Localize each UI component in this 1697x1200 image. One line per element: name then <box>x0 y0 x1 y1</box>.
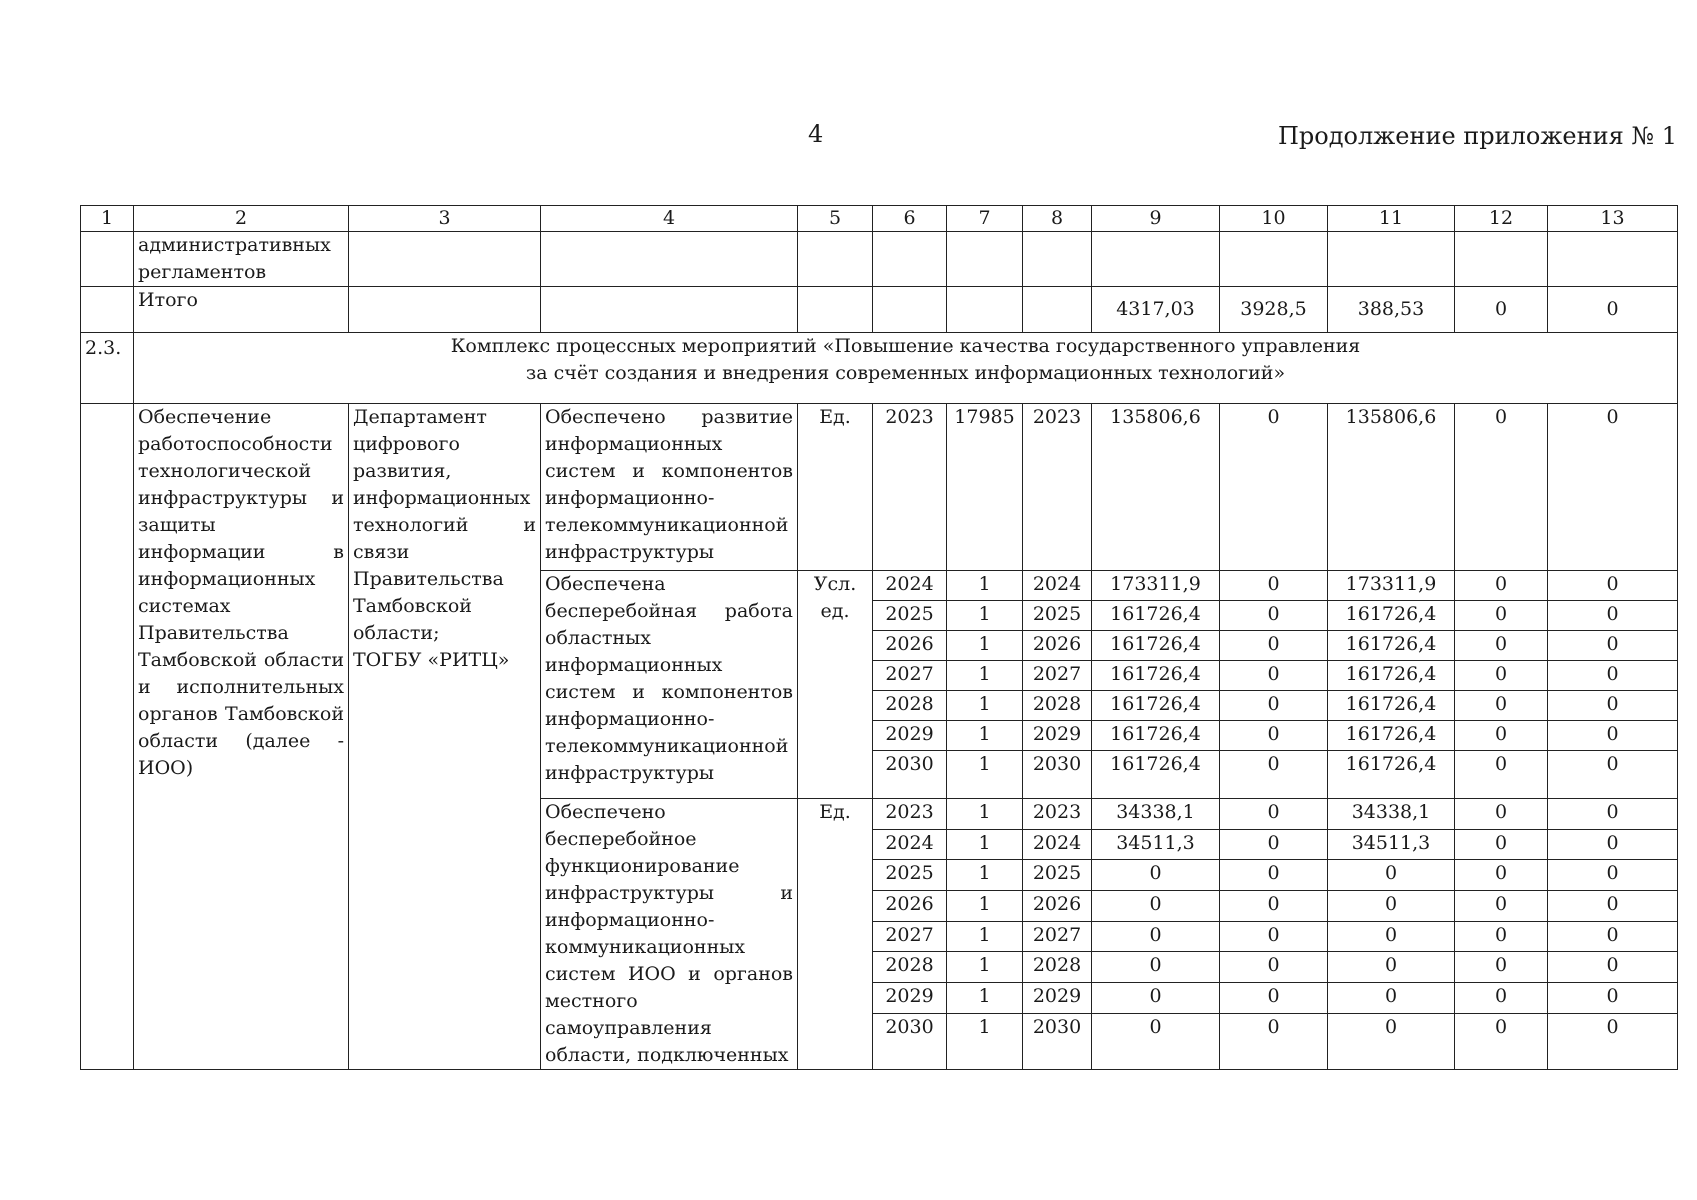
cell: 161726,4 <box>1328 601 1455 631</box>
col-num: 12 <box>1455 206 1548 232</box>
cell: 2028 <box>873 952 947 983</box>
cell: 0 <box>1220 631 1328 661</box>
cell: 0 <box>1220 1013 1328 1069</box>
column-number-row <box>81 206 1678 232</box>
cell: 2025 <box>873 860 947 891</box>
cell: 0 <box>1455 631 1548 661</box>
cell: 0 <box>1328 983 1455 1014</box>
cell: 0 <box>1092 952 1220 983</box>
cell: 0 <box>1328 921 1455 952</box>
total-value: 3928,5 <box>1220 287 1328 333</box>
appendix-continuation-note: Продолжение приложения № 1 <box>1277 122 1677 150</box>
cell: 2028 <box>873 691 947 721</box>
program-table <box>80 205 1678 1070</box>
cell: 0 <box>1455 661 1548 691</box>
cell: 0 <box>1092 983 1220 1014</box>
table-row <box>81 232 1678 287</box>
cell: 161726,4 <box>1092 601 1220 631</box>
cell: 0 <box>1548 571 1678 601</box>
cell: 2025 <box>1023 860 1092 891</box>
cell: 0 <box>1328 952 1455 983</box>
cell: 0 <box>1455 952 1548 983</box>
cell: 1 <box>947 860 1023 891</box>
cell: 0 <box>1092 891 1220 922</box>
cell: 2027 <box>873 661 947 691</box>
cell: 161726,4 <box>1092 661 1220 691</box>
cell: 0 <box>1220 860 1328 891</box>
cell: 0 <box>1548 661 1678 691</box>
cell: 1 <box>947 721 1023 751</box>
cell: 2023 <box>873 799 947 830</box>
cell: 2028 <box>1023 952 1092 983</box>
cell: 161726,4 <box>1092 751 1220 799</box>
cell: 0 <box>1548 952 1678 983</box>
col-num: 9 <box>1092 206 1220 232</box>
cell: 1 <box>947 571 1023 601</box>
section-title: Комплекс процессных мероприятий «Повышение качества государственного управления за счёт создания и внедрения современных информационных технологий» <box>134 333 1678 404</box>
cell: 0 <box>1220 404 1328 571</box>
measure-description: Обеспечение работоспособности технологической инфраструктуры и защиты информации в информационных системах Правительства Тамбовской области и исполнительных органов Тамбовской области (далее - ИОО) <box>134 404 349 1070</box>
cell: 0 <box>1455 721 1548 751</box>
table-row <box>81 404 1678 571</box>
cell: 17985 <box>947 404 1023 571</box>
cell: 0 <box>1548 799 1678 830</box>
cell: 161726,4 <box>1328 631 1455 661</box>
cell: 2028 <box>1023 691 1092 721</box>
cell: 0 <box>1455 1013 1548 1069</box>
cell: 2027 <box>1023 921 1092 952</box>
cell: 0 <box>1548 404 1678 571</box>
cell: 0 <box>1455 891 1548 922</box>
result-description: Обеспечена бесперебойная работа областных информационных систем и компонентов информационно-телекоммуникационной инфраструктуры <box>541 571 798 799</box>
cell: 0 <box>1220 661 1328 691</box>
cell: 0 <box>1328 1013 1455 1069</box>
cell: 0 <box>1455 601 1548 631</box>
cell: 2026 <box>1023 631 1092 661</box>
unit-cell: Ед. <box>798 799 873 1070</box>
cell: 161726,4 <box>1092 721 1220 751</box>
cell: 161726,4 <box>1328 691 1455 721</box>
cell: 0 <box>1220 799 1328 830</box>
cell: 2025 <box>1023 601 1092 631</box>
col-num: 3 <box>349 206 541 232</box>
cell: 2029 <box>1023 983 1092 1014</box>
cell: 135806,6 <box>1092 404 1220 571</box>
col-num: 13 <box>1548 206 1678 232</box>
cell: 2024 <box>873 571 947 601</box>
total-value: 0 <box>1455 287 1548 333</box>
cell: 0 <box>1328 891 1455 922</box>
cell: 161726,4 <box>1328 751 1455 799</box>
cell: 0 <box>1220 952 1328 983</box>
cell: 0 <box>1548 829 1678 860</box>
executor-text: Департамент цифрового развития, информационных технологий и связи Правительства Тамбовской области; <box>353 406 536 644</box>
cell: 0 <box>1220 829 1328 860</box>
cell: 34338,1 <box>1092 799 1220 830</box>
cell: 1 <box>947 1013 1023 1069</box>
cell: 2024 <box>1023 571 1092 601</box>
col-num: 5 <box>798 206 873 232</box>
cell: 135806,6 <box>1328 404 1455 571</box>
cell: 0 <box>1220 921 1328 952</box>
cell: 2029 <box>873 721 947 751</box>
cell: 2030 <box>873 751 947 799</box>
cell: 0 <box>1548 860 1678 891</box>
cell: 0 <box>1455 799 1548 830</box>
total-row <box>81 287 1678 333</box>
cell: 0 <box>1455 829 1548 860</box>
result-description: Обеспечено бесперебойное функционирование инфраструктуры и информационно-коммуникационных систем ИОО и органов местного самоуправления области, подключенных <box>541 799 798 1070</box>
cell: 0 <box>1092 860 1220 891</box>
cell: 0 <box>1455 571 1548 601</box>
cell: 0 <box>1455 751 1548 799</box>
executor-text: ТОГБУ «РИТЦ» <box>353 649 510 671</box>
col-num: 8 <box>1023 206 1092 232</box>
cell: 2023 <box>1023 799 1092 830</box>
cell: 161726,4 <box>1092 631 1220 661</box>
col-num: 7 <box>947 206 1023 232</box>
col-num: 4 <box>541 206 798 232</box>
cell: 0 <box>1092 921 1220 952</box>
cell: 0 <box>1455 691 1548 721</box>
section-row <box>81 333 1678 404</box>
cell: 173311,9 <box>1092 571 1220 601</box>
cell: 1 <box>947 799 1023 830</box>
unit-cell: Ед. <box>798 404 873 571</box>
cell: 2030 <box>1023 1013 1092 1069</box>
cell: 161726,4 <box>1328 721 1455 751</box>
cell: 1 <box>947 691 1023 721</box>
cell: 0 <box>1092 1013 1220 1069</box>
cell: 0 <box>1220 601 1328 631</box>
cell: 2023 <box>1023 404 1092 571</box>
cell: 0 <box>1455 983 1548 1014</box>
executor-cell <box>349 404 541 1070</box>
cell: 0 <box>1548 1013 1678 1069</box>
cell: 0 <box>1548 601 1678 631</box>
cell: 1 <box>947 891 1023 922</box>
cell: 2030 <box>873 1013 947 1069</box>
cell: 2026 <box>1023 891 1092 922</box>
cell: 2029 <box>873 983 947 1014</box>
unit-cell: Усл. ед. <box>798 571 873 799</box>
cell: 0 <box>1220 891 1328 922</box>
col-num: 1 <box>81 206 134 232</box>
measure-cell: административных регламентов <box>134 232 349 287</box>
cell: 2026 <box>873 891 947 922</box>
cell: 0 <box>1220 751 1328 799</box>
cell: 1 <box>947 983 1023 1014</box>
cell: 2024 <box>873 829 947 860</box>
col-num: 11 <box>1328 206 1455 232</box>
cell: 0 <box>1220 571 1328 601</box>
cell: 0 <box>1548 983 1678 1014</box>
total-value: 388,53 <box>1328 287 1455 333</box>
cell: 0 <box>1548 721 1678 751</box>
cell: 1 <box>947 829 1023 860</box>
cell: 0 <box>1220 721 1328 751</box>
cell: 173311,9 <box>1328 571 1455 601</box>
total-value: 4317,03 <box>1092 287 1220 333</box>
cell: 1 <box>947 751 1023 799</box>
result-description: Обеспечено развитие информационных систем и компонентов информационно-телекоммуникационной инфраструктуры <box>541 404 798 571</box>
col-num: 6 <box>873 206 947 232</box>
cell: 34338,1 <box>1328 799 1455 830</box>
cell: 0 <box>1548 921 1678 952</box>
cell: 0 <box>1220 691 1328 721</box>
total-label: Итого <box>134 287 349 333</box>
cell: 0 <box>1455 921 1548 952</box>
total-value: 0 <box>1548 287 1678 333</box>
cell: 2027 <box>1023 661 1092 691</box>
cell: 0 <box>1328 860 1455 891</box>
cell: 2023 <box>873 404 947 571</box>
cell: 0 <box>1548 631 1678 661</box>
cell: 1 <box>947 631 1023 661</box>
cell: 0 <box>1548 691 1678 721</box>
cell: 0 <box>1455 404 1548 571</box>
cell: 2029 <box>1023 721 1092 751</box>
cell: 0 <box>1220 983 1328 1014</box>
section-number: 2.3. <box>81 333 134 404</box>
cell: 2027 <box>873 921 947 952</box>
cell: 34511,3 <box>1328 829 1455 860</box>
col-num: 2 <box>134 206 349 232</box>
cell: 2025 <box>873 601 947 631</box>
cell: 1 <box>947 661 1023 691</box>
cell: 1 <box>947 601 1023 631</box>
cell: 0 <box>1455 860 1548 891</box>
cell: 1 <box>947 921 1023 952</box>
cell: 2030 <box>1023 751 1092 799</box>
cell: 1 <box>947 952 1023 983</box>
cell: 161726,4 <box>1328 661 1455 691</box>
page-number: 4 <box>808 120 824 148</box>
cell: 2026 <box>873 631 947 661</box>
cell: 2024 <box>1023 829 1092 860</box>
cell: 0 <box>1548 891 1678 922</box>
cell: 34511,3 <box>1092 829 1220 860</box>
col-num: 10 <box>1220 206 1328 232</box>
cell: 161726,4 <box>1092 691 1220 721</box>
cell: 0 <box>1548 751 1678 799</box>
